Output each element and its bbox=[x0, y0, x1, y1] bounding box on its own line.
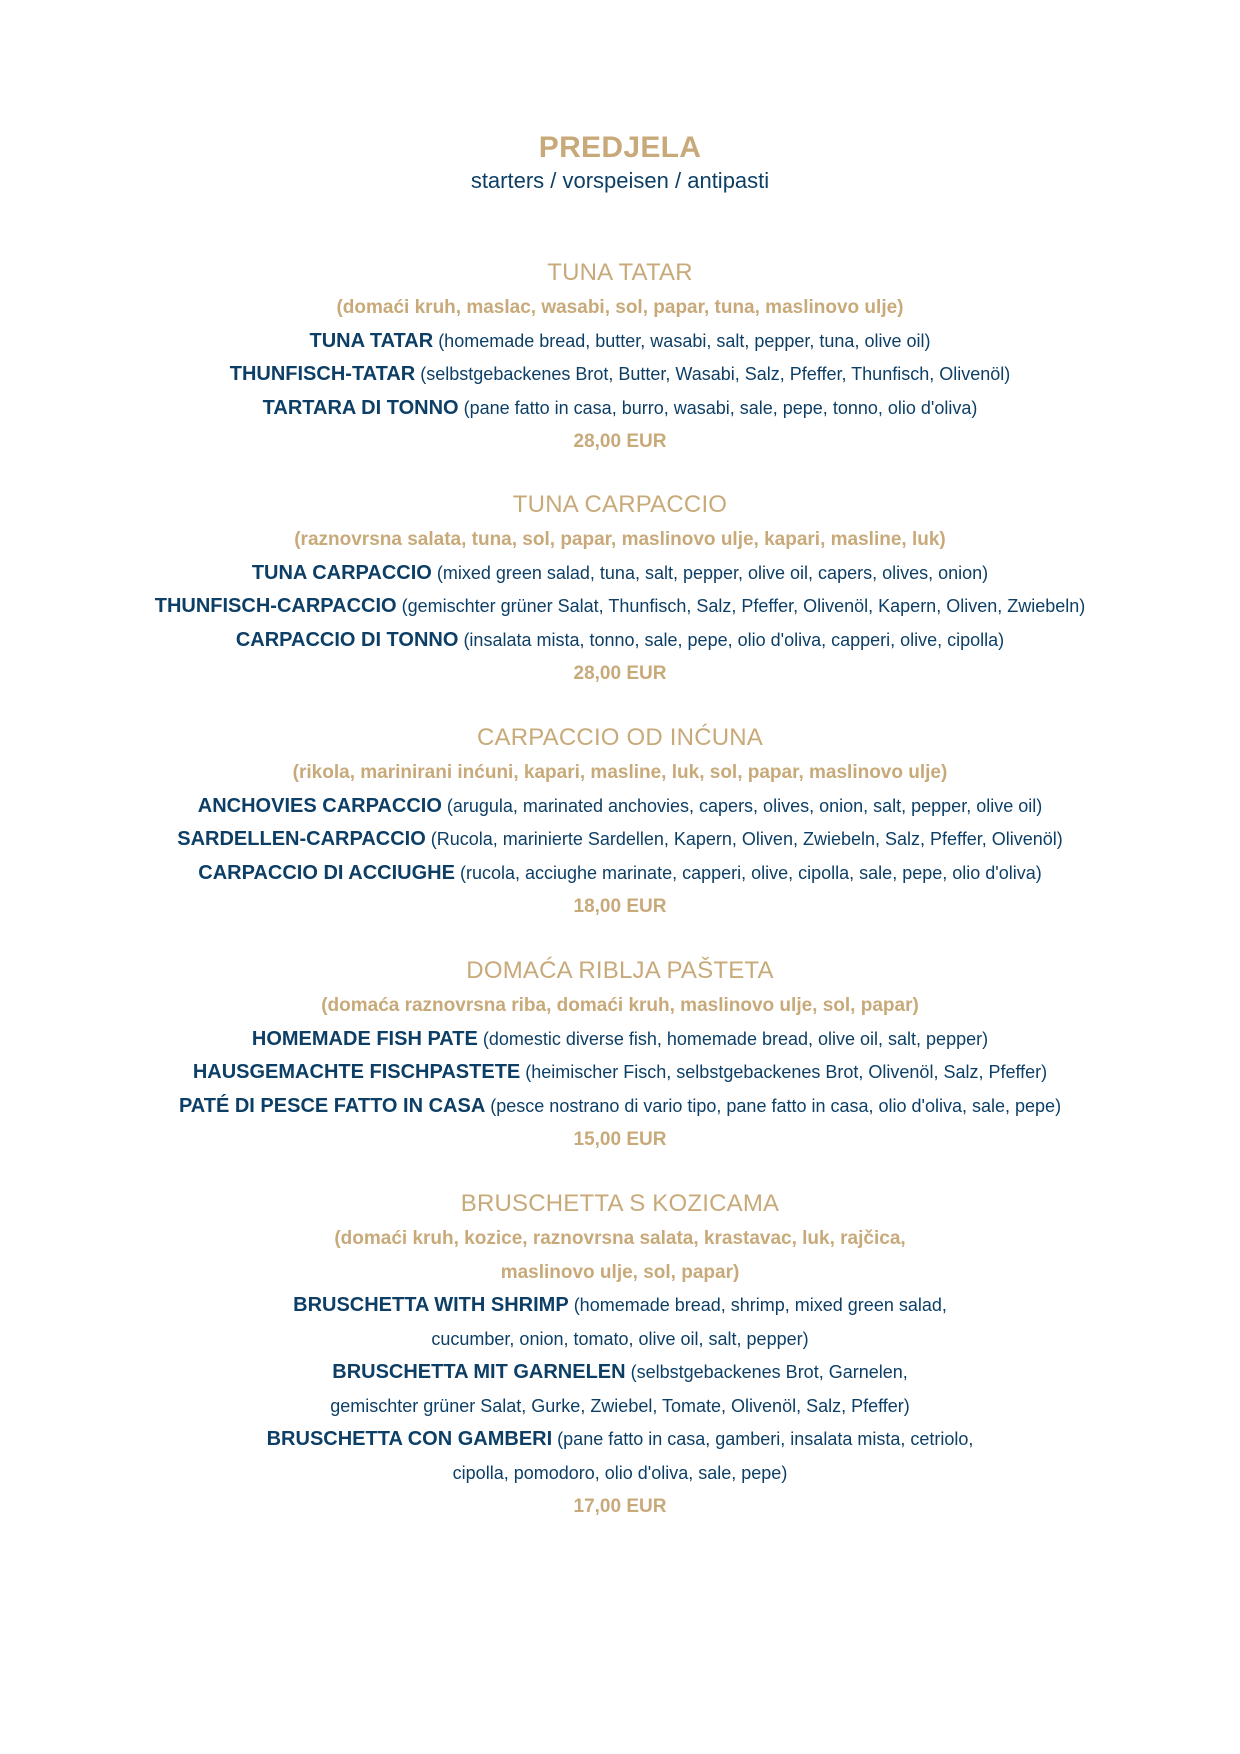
item-ingredients-line-2: maslinovo ulje, sol, papar) bbox=[500, 1261, 740, 1283]
item-english bbox=[0, 790, 1240, 824]
german-name: BRUSCHETTA MIT GARNELEN bbox=[332, 1361, 626, 1383]
item-italian bbox=[0, 857, 1240, 891]
item-english bbox=[0, 1023, 1240, 1057]
italian-description: (pesce nostrano di vario tipo, pane fatto in casa, olio d'oliva, sale, pepe) bbox=[490, 1095, 1062, 1116]
item-price: 18,00 EUR bbox=[573, 896, 667, 917]
german-description: (gemischter grüner Salat, Thunfisch, Salz, Pfeffer, Olivenöl, Kapern, Oliven, Zwiebeln) bbox=[401, 596, 1086, 616]
item-name: TUNA CARPACCIO bbox=[512, 491, 728, 518]
section-title: PREDJELA bbox=[538, 131, 702, 164]
english-description: (arugula, marinated anchovies, capers, olives, onion, salt, pepper, olive oil) bbox=[446, 795, 1043, 816]
german-name: SARDELLEN-CARPACCIO bbox=[177, 828, 426, 850]
item-german bbox=[0, 823, 1240, 857]
item-ingredients: (domaći kruh, maslac, wasabi, sol, papar, tuna, maslinovo ulje) bbox=[336, 297, 904, 318]
italian-name: BRUSCHETTA CON GAMBERI bbox=[266, 1428, 553, 1450]
german-description: (Rucola, marinierte Sardellen, Kapern, Oliven, Zwiebeln, Salz, Pfeffer, Olivenöl) bbox=[430, 829, 1063, 849]
italian-description-cont: cipolla, pomodoro, olio d'oliva, sale, pepe) bbox=[452, 1462, 788, 1483]
item-name: CARPACCIO OD INĆUNA bbox=[476, 724, 764, 751]
item-price: 28,00 EUR bbox=[573, 431, 667, 452]
english-name: ANCHOVIES CARPACCIO bbox=[197, 794, 442, 817]
italian-description: (rucola, acciughe marinate, capperi, olive, cipolla, sale, pepe, olio d'oliva) bbox=[459, 862, 1042, 883]
italian-name: TARTARA DI TONNO bbox=[262, 396, 459, 419]
item-italian bbox=[0, 1423, 1240, 1457]
item-name: DOMAĆA RIBLJA PAŠTETA bbox=[466, 957, 774, 984]
german-description-cont: gemischter grüner Salat, Gurke, Zwiebel, Tomate, Olivenöl, Salz, Pfeffer) bbox=[330, 1395, 910, 1416]
item-price: 15,00 EUR bbox=[573, 1129, 667, 1150]
item-english bbox=[0, 1289, 1240, 1323]
item-german bbox=[0, 1056, 1240, 1090]
section-subtitle: starters / vorspeisen / antipasti bbox=[470, 168, 770, 193]
item-ingredients: (domaća raznovrsna riba, domaći kruh, maslinovo ulje, sol, papar) bbox=[321, 995, 919, 1016]
item-name: TUNA TATAR bbox=[547, 259, 693, 286]
english-description: (homemade bread, shrimp, mixed green salad, bbox=[573, 1295, 947, 1315]
menu-item-tuna-tatar bbox=[0, 255, 1240, 459]
menu-header bbox=[0, 130, 1240, 196]
german-name: THUNFISCH-CARPACCIO bbox=[154, 595, 397, 617]
english-description-cont: cucumber, onion, tomato, olive oil, salt, pepper) bbox=[431, 1328, 809, 1349]
item-ingredients: (raznovrsna salata, tuna, sol, papar, maslinovo ulje, kapari, masline, luk) bbox=[294, 529, 946, 550]
italian-description: (pane fatto in casa, gamberi, insalata mista, cetriolo, bbox=[557, 1429, 974, 1449]
english-description: (mixed green salad, tuna, salt, pepper, olive oil, capers, olives, onion) bbox=[436, 562, 989, 583]
item-german bbox=[0, 590, 1240, 624]
menu-item-tuna-carpaccio bbox=[0, 487, 1240, 691]
german-description: (selbstgebackenes Brot, Garnelen, bbox=[630, 1362, 908, 1382]
item-price: 28,00 EUR bbox=[573, 663, 667, 684]
item-italian bbox=[0, 1090, 1240, 1124]
item-german bbox=[0, 1356, 1240, 1390]
german-name: THUNFISCH-TATAR bbox=[229, 363, 416, 385]
italian-description: (pane fatto in casa, burro, wasabi, sale, pepe, tonno, olio d'oliva) bbox=[463, 397, 978, 418]
english-description: (domestic diverse fish, homemade bread, olive oil, salt, pepper) bbox=[482, 1028, 989, 1049]
english-name: HOMEMADE FISH PATE bbox=[251, 1027, 478, 1050]
italian-name: CARPACCIO DI ACCIUGHE bbox=[198, 861, 455, 884]
item-price: 17,00 EUR bbox=[573, 1496, 667, 1517]
italian-name: CARPACCIO DI TONNO bbox=[235, 628, 459, 651]
german-name: HAUSGEMACHTE FISCHPASTETE bbox=[192, 1061, 521, 1083]
item-english bbox=[0, 557, 1240, 591]
item-italian bbox=[0, 392, 1240, 426]
english-description: (homemade bread, butter, wasabi, salt, pepper, tuna, olive oil) bbox=[438, 330, 931, 351]
menu-item-fish-pate bbox=[0, 953, 1240, 1157]
item-name: BRUSCHETTA S KOZICAMA bbox=[460, 1190, 780, 1217]
english-name: BRUSCHETTA WITH SHRIMP bbox=[293, 1294, 569, 1316]
item-ingredients: (rikola, marinirani inćuni, kapari, masline, luk, sol, papar, maslinovo ulje) bbox=[292, 762, 948, 783]
german-description: (selbstgebackenes Brot, Butter, Wasabi, Salz, Pfeffer, Thunfisch, Olivenöl) bbox=[420, 364, 1011, 384]
menu-item-bruschetta-shrimp bbox=[0, 1186, 1240, 1524]
item-english bbox=[0, 325, 1240, 359]
item-italian bbox=[0, 624, 1240, 658]
english-name: TUNA TATAR bbox=[309, 329, 434, 352]
menu-item-anchovies-carpaccio bbox=[0, 720, 1240, 924]
italian-description: (insalata mista, tonno, sale, pepe, olio d'oliva, capperi, olive, cipolla) bbox=[463, 629, 1005, 650]
italian-name: PATÉ DI PESCE FATTO IN CASA bbox=[178, 1094, 486, 1117]
german-description: (heimischer Fisch, selbstgebackenes Brot, Olivenöl, Salz, Pfeffer) bbox=[525, 1062, 1048, 1082]
english-name: TUNA CARPACCIO bbox=[251, 561, 432, 584]
item-ingredients-line-1: (domaći kruh, kozice, raznovrsna salata, krastavac, luk, rajčica, bbox=[334, 1228, 906, 1249]
item-german bbox=[0, 358, 1240, 392]
